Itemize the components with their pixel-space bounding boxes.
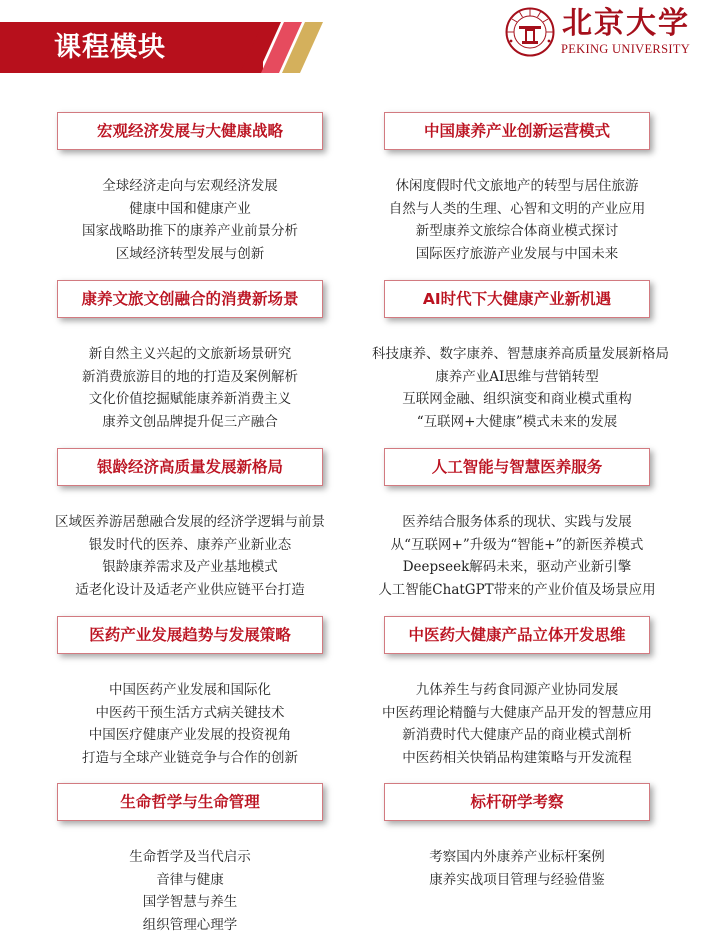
list-item: 中医药相关快销品构建策略与开发流程 (402, 750, 632, 767)
list-item: 国际医疗旅游产业发展与中国未来 (415, 246, 619, 263)
module-card (372, 616, 662, 770)
list-item: 打造与全球产业链竞争与合作的创新 (82, 750, 298, 767)
module-title: 康养文旅文创融合的消费新场景 (57, 280, 323, 318)
module-item-list (45, 343, 335, 434)
module-title: 人工智能与智慧医养服务 (384, 448, 650, 486)
module-card (45, 616, 335, 770)
module-card (45, 112, 335, 266)
module-item-list (372, 679, 662, 770)
module-card (372, 448, 662, 602)
module-card (45, 280, 335, 434)
module-item-list (45, 846, 335, 937)
module-title: 银龄经济高质量发展新格局 (57, 448, 323, 486)
list-item: Deepseek解码未来，驱动产业新引擎 (402, 559, 632, 576)
module-item-list (45, 511, 335, 602)
module-card (45, 448, 335, 602)
list-item: 中国医疗健康产业发展的投资视角 (88, 727, 292, 744)
list-item: 生命哲学及当代启示 (129, 849, 251, 865)
university-name-cn: 北京大学 (562, 6, 690, 41)
list-item: 新消费时代大健康产品的商业模式剖析 (402, 727, 632, 744)
list-item: 健康中国和健康产业 (129, 200, 251, 217)
list-item: 互联网金融、组织演变和商业模式重构 (402, 391, 632, 408)
list-item: 医养结合服务体系的现状、实践与发展 (402, 514, 632, 530)
module-item-list (372, 343, 669, 434)
list-item: 新型康养文旅综合体商业模式探讨 (415, 223, 619, 240)
module-card (372, 280, 669, 434)
list-item: 新消费旅游目的地的打造及案例解析 (82, 368, 298, 385)
list-item: 区域经济转型发展与创新 (115, 246, 265, 263)
list-item: 全球经济走向与宏观经济发展 (102, 178, 278, 194)
list-item: 音律与健康 (156, 871, 224, 888)
list-item: 考察国内外康养产业标杆案例 (429, 849, 605, 865)
list-item: 中国医药产业发展和国际化 (109, 682, 271, 698)
list-item: 科技康养、数字康养、智慧康养高质量发展新格局 (372, 346, 669, 362)
list-item: 从“互联网+”升级为“智能+”的新医养模式 (390, 536, 644, 553)
module-item-list (372, 846, 662, 891)
list-item: 国学智慧与养生 (142, 894, 238, 911)
list-item: 九体养生与药食同源产业协同发展 (415, 682, 619, 698)
list-item: 区域医养游居憩融合发展的经济学逻辑与前景 (55, 514, 325, 530)
list-item: 自然与人类的生理、心智和文明的产业应用 (388, 200, 646, 217)
list-item: 中医药干预生活方式病关键技术 (95, 704, 285, 721)
module-item-list (45, 679, 335, 770)
university-name-en: PEKING UNIVERSITY (561, 42, 691, 56)
module-title: 标杆研学考察 (384, 783, 650, 821)
module-title: 中医药大健康产品立体开发思维 (384, 616, 650, 654)
module-title: 医药产业发展趋势与发展策略 (57, 616, 323, 654)
list-item: 中医药理论精髓与大健康产品开发的智慧应用 (382, 704, 652, 721)
list-item: 康养实战项目管理与经验借鉴 (429, 871, 605, 888)
list-item: 康养文创品牌提升促三产融合 (102, 414, 278, 431)
list-item: 组织管理心理学 (142, 917, 238, 934)
list-item: 银发时代的医养、康养产业新业态 (88, 536, 292, 553)
module-card (45, 783, 335, 937)
list-item: 文化价值挖掘赋能康养新消费主义 (88, 391, 292, 408)
module-title: 宏观经济发展与大健康战略 (57, 112, 323, 150)
module-title: AI时代下大健康产业新机遇 (384, 280, 650, 318)
list-item: 人工智能ChatGPT带来的产业价值及场景应用 (378, 582, 656, 599)
module-title: 生命哲学与生命管理 (57, 783, 323, 821)
module-card (372, 112, 662, 266)
module-item-list (45, 175, 335, 266)
university-logo (505, 6, 715, 58)
list-item: 适老化设计及适老产业供应链平台打造 (75, 582, 305, 599)
list-item: 新自然主义兴起的文旅新场景研究 (88, 346, 292, 362)
list-item: 康养产业AI思维与营销转型 (435, 368, 599, 385)
list-item: 国家战略助推下的康养产业前景分析 (82, 223, 298, 240)
list-item: 休闲度假时代文旅地产的转型与居住旅游 (395, 178, 639, 194)
module-item-list (372, 511, 662, 602)
page-title: 课程模块 (54, 32, 166, 63)
module-title: 中国康养产业创新运营模式 (384, 112, 650, 150)
module-card (372, 783, 662, 891)
list-item: “互联网+大健康”模式未来的发展 (416, 414, 618, 431)
module-item-list (372, 175, 662, 266)
university-seal-icon (505, 7, 555, 57)
list-item: 银龄康养需求及产业基地模式 (102, 559, 278, 576)
page-header (0, 0, 720, 80)
